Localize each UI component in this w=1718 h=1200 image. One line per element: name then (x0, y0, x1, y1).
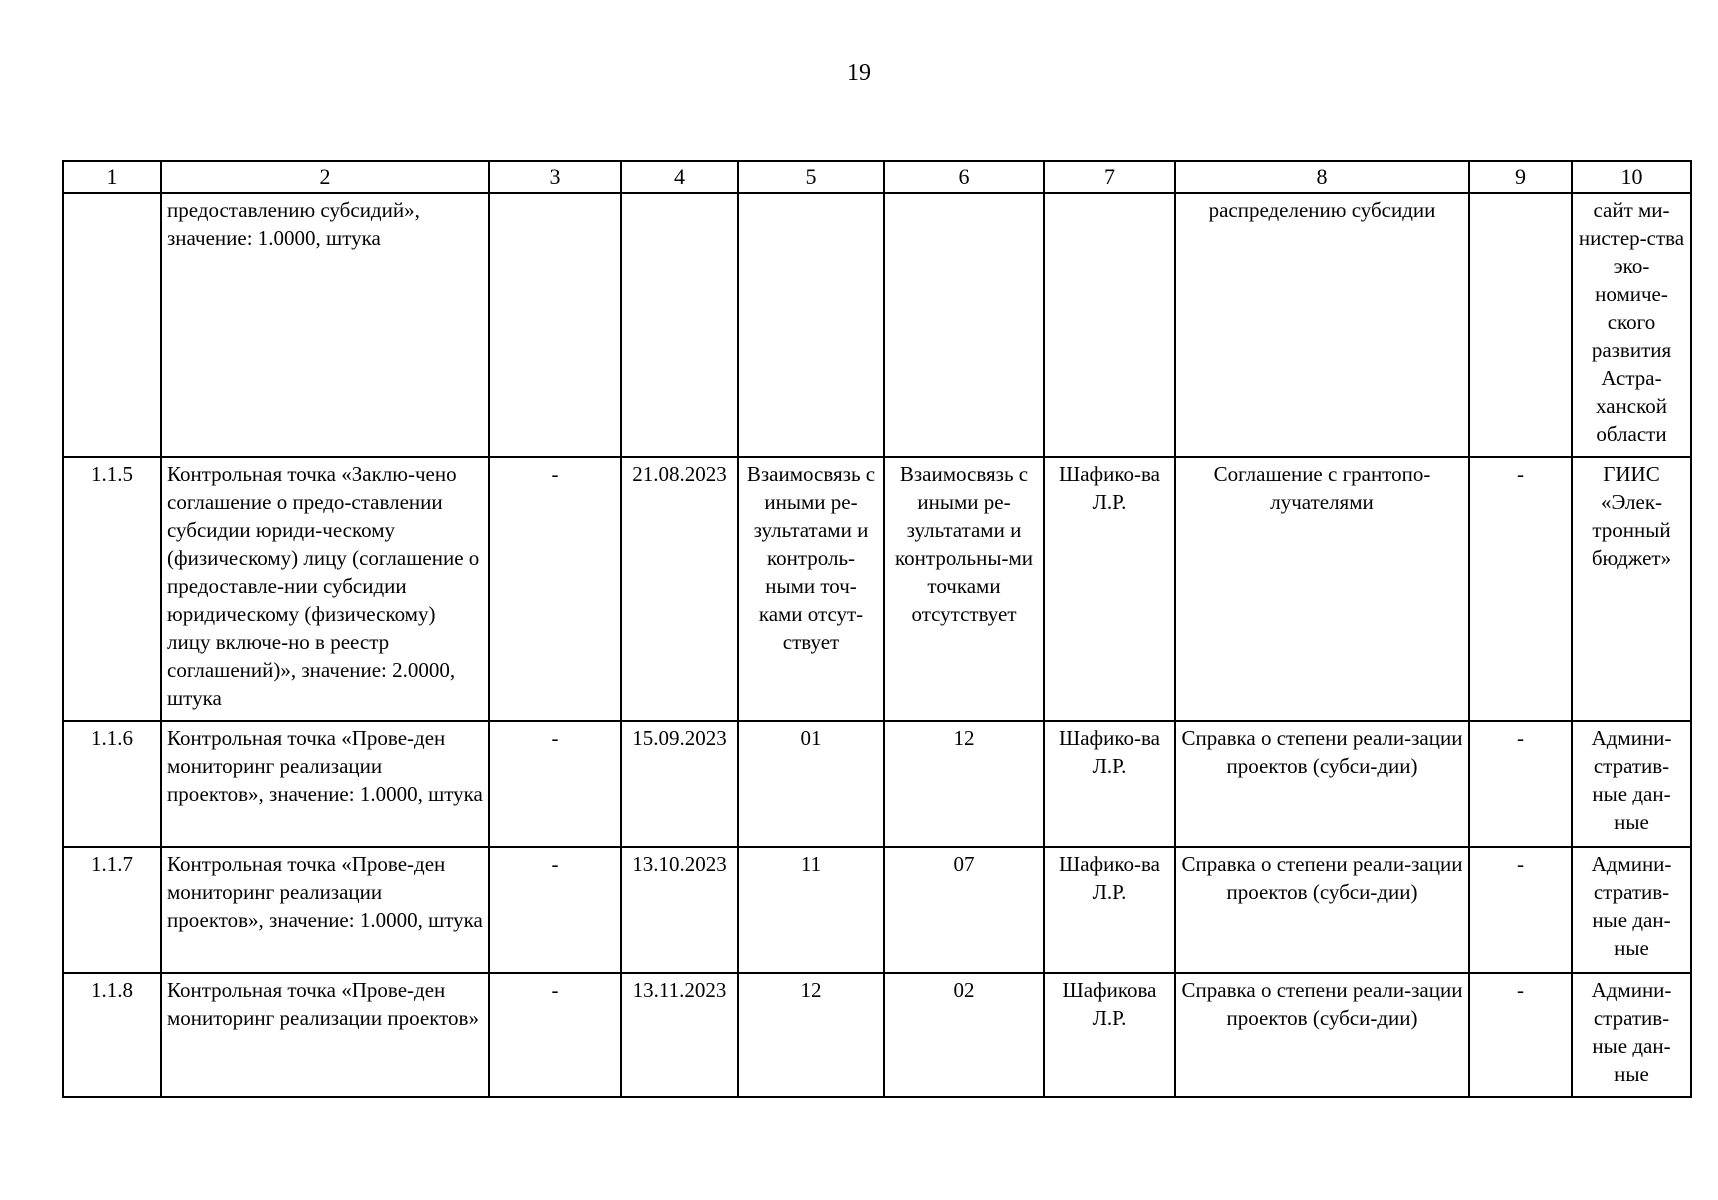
table-row (63, 721, 1691, 847)
table-row (63, 847, 1691, 973)
header-cell: 9 (1469, 161, 1572, 193)
responsible-cell: Шафикова Л.Р. (1044, 973, 1175, 1097)
document-cell: Соглашение с грантопо-лучателями (1175, 457, 1469, 721)
responsible-cell (1044, 193, 1175, 457)
responsible-cell: Шафико-ва Л.Р. (1044, 721, 1175, 847)
document-cell: Справка о степени реали-зации проектов (субси-дии) (1175, 973, 1469, 1097)
header-cell: 5 (738, 161, 884, 193)
cell-col3 (489, 193, 621, 457)
successor-cell: Взаимосвязь с иными ре-зультатами и контрольны-ми точками отсутствует (884, 457, 1044, 721)
predecessor-cell: 01 (738, 721, 884, 847)
control-point-description: Контрольная точка «Прове-ден мониторинг реализации проектов», значение: 1.0000, штука (161, 721, 489, 847)
header-row (63, 161, 1691, 193)
header-cell: 10 (1572, 161, 1691, 193)
control-points-table (62, 160, 1692, 1098)
header-cell: 8 (1175, 161, 1469, 193)
header-cell: 1 (63, 161, 161, 193)
table-row (63, 193, 1691, 457)
table-row (63, 457, 1691, 721)
row-number: 1.1.5 (63, 457, 161, 721)
cell-col3: - (489, 847, 621, 973)
date-cell: 13.11.2023 (621, 973, 738, 1097)
date-cell: 21.08.2023 (621, 457, 738, 721)
info-system-cell: сайт ми-нистер-ства эко-номиче-ского развития Астра-ханской области (1572, 193, 1691, 457)
header-cell: 3 (489, 161, 621, 193)
date-cell: 13.10.2023 (621, 847, 738, 973)
date-cell (621, 193, 738, 457)
row-number: 1.1.6 (63, 721, 161, 847)
date-cell: 15.09.2023 (621, 721, 738, 847)
successor-cell: 12 (884, 721, 1044, 847)
cell-col3: - (489, 457, 621, 721)
document-cell: Справка о степени реали-зации проектов (субси-дии) (1175, 847, 1469, 973)
control-point-description: Контрольная точка «Прове-ден мониторинг реализации проектов» (161, 973, 489, 1097)
header-cell: 4 (621, 161, 738, 193)
row-number: 1.1.7 (63, 847, 161, 973)
table-row (63, 973, 1691, 1097)
predecessor-cell: Взаимосвязь с иными ре-зультатами и контроль-ными точ-ками отсут-ствует (738, 457, 884, 721)
header-cell: 7 (1044, 161, 1175, 193)
predecessor-cell (738, 193, 884, 457)
responsible-cell: Шафико-ва Л.Р. (1044, 847, 1175, 973)
page-number: 19 (847, 60, 871, 86)
info-system-cell: ГИИС «Элек-тронный бюджет» (1572, 457, 1691, 721)
cell-col3: - (489, 721, 621, 847)
info-system-cell: Админи-стратив-ные дан-ные (1572, 847, 1691, 973)
header-cell: 6 (884, 161, 1044, 193)
document-cell: Справка о степени реали-зации проектов (субси-дии) (1175, 721, 1469, 847)
cell-col9: - (1469, 973, 1572, 1097)
successor-cell: 07 (884, 847, 1044, 973)
control-point-description: предоставлению субсидий», значение: 1.0000, штука (161, 193, 489, 457)
row-number (63, 193, 161, 457)
cell-col9: - (1469, 457, 1572, 721)
successor-cell: 02 (884, 973, 1044, 1097)
cell-col3: - (489, 973, 621, 1097)
document-cell: распределению субсидии (1175, 193, 1469, 457)
header-cell: 2 (161, 161, 489, 193)
cell-col9: - (1469, 721, 1572, 847)
info-system-cell: Админи-стратив-ные дан-ные (1572, 973, 1691, 1097)
predecessor-cell: 12 (738, 973, 884, 1097)
info-system-cell: Админи-стратив-ные дан-ные (1572, 721, 1691, 847)
control-point-description: Контрольная точка «Заклю-чено соглашение о предо-ставлении субсидии юриди-ческому (физическому) лицу (соглашение о предоставле-нии субсидии юридическому (физическому) лицу включе-но в реестр соглашений)», значение: 2.0000, штука (161, 457, 489, 721)
successor-cell (884, 193, 1044, 457)
predecessor-cell: 11 (738, 847, 884, 973)
cell-col9: - (1469, 847, 1572, 973)
control-point-description: Контрольная точка «Прове-ден мониторинг реализации проектов», значение: 1.0000, штука (161, 847, 489, 973)
row-number: 1.1.8 (63, 973, 161, 1097)
responsible-cell: Шафико-ва Л.Р. (1044, 457, 1175, 721)
cell-col9 (1469, 193, 1572, 457)
